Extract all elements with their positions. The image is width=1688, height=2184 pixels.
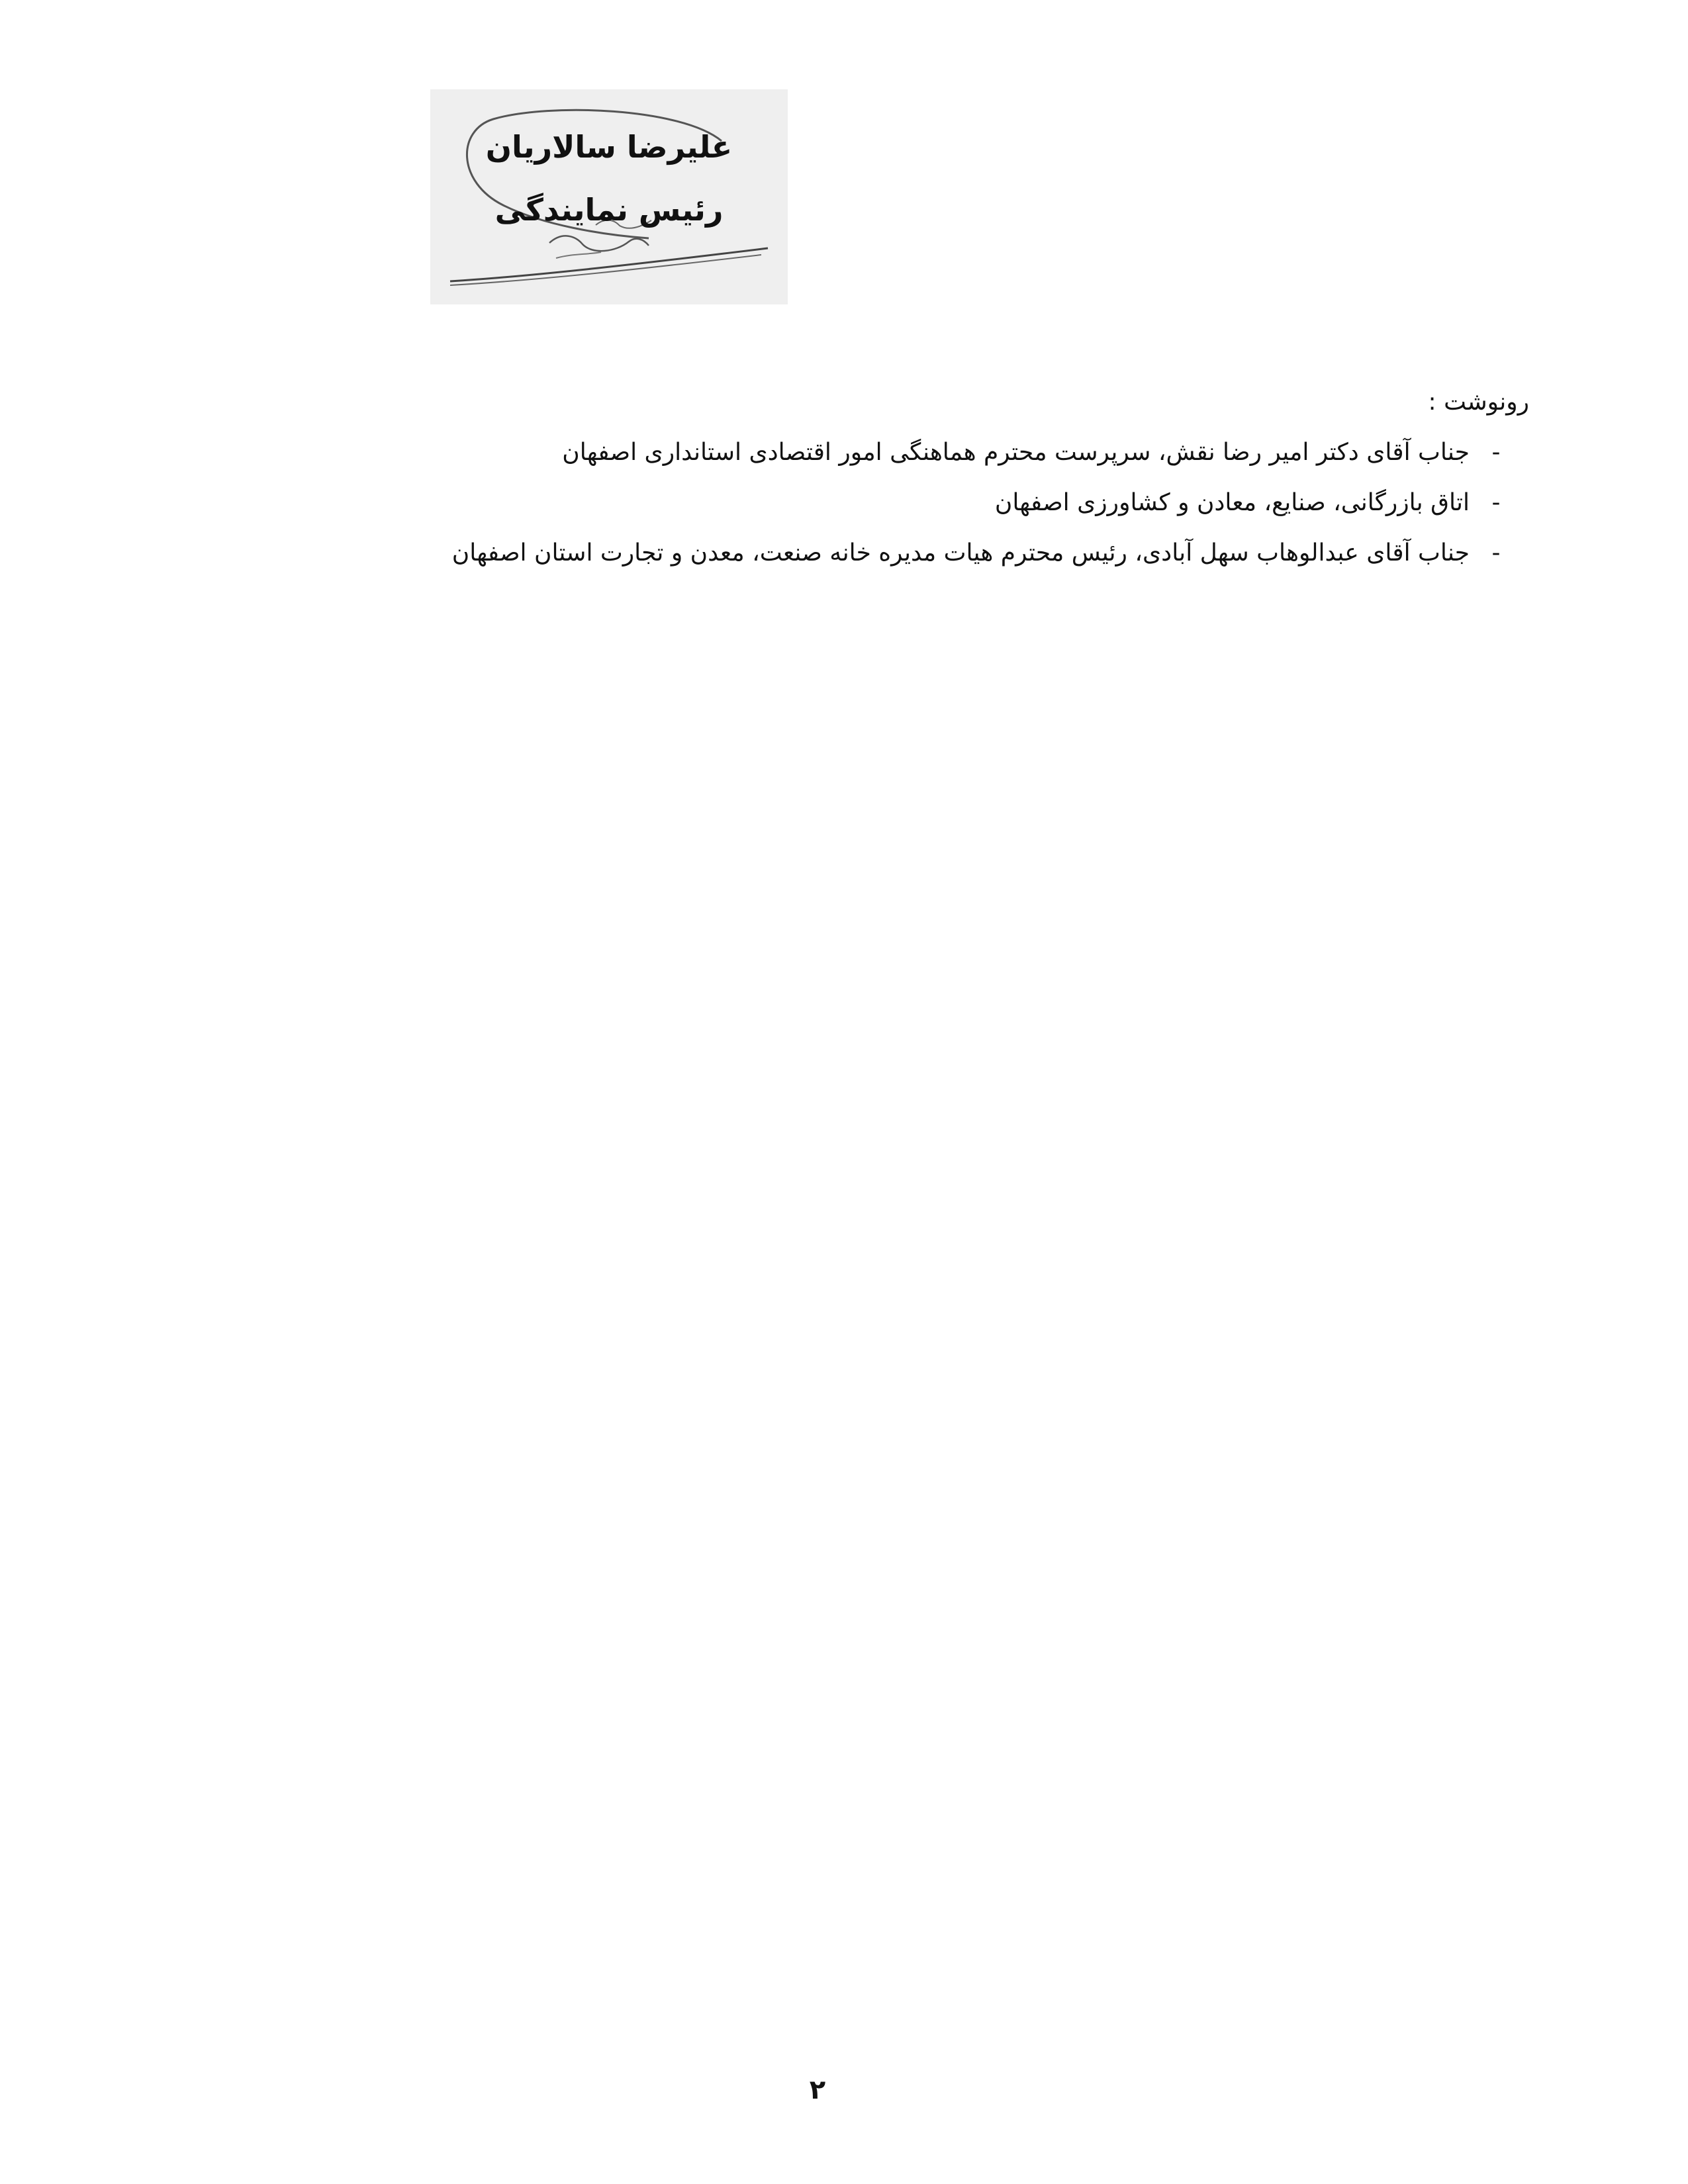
list-item [430,528,1529,578]
signatory-name: علیرضا سالاریان [485,129,733,165]
list-bullet: - [1491,439,1501,466]
list-bullet: - [1491,539,1501,567]
cc-list [430,428,1529,578]
cc-recipient: اتاق بازرگانی، صنایع، معادن و کشاورزی اصفهان [994,489,1470,516]
cc-section [430,384,1529,578]
signatory-title: رئیس نمایندگی [494,192,724,228]
cc-title: رونوشت : [1428,388,1529,416]
list-bullet: - [1491,489,1501,516]
cc-recipient: جناب آقای دکتر امیر رضا نقش، سرپرست محترم هماهنگی امور اقتصادی استانداری اصفهان [562,439,1470,466]
list-item [430,428,1529,478]
signature-block [430,89,788,304]
list-item [430,478,1529,528]
cc-recipient: جناب آقای عبدالوهاب سهل آبادی، رئیس محترم هیات مدیره خانه صنعت، معدن و تجارت استان اصفهان [451,539,1470,567]
page-number: ۲ [809,2075,826,2105]
